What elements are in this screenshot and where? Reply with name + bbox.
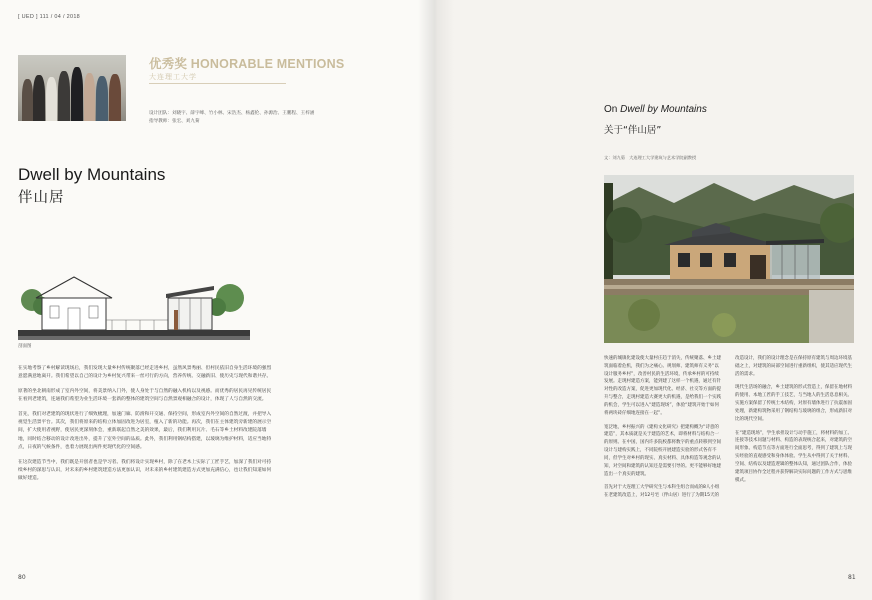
page-number-right: 81 — [848, 574, 856, 581]
building-rendering — [604, 175, 854, 343]
team-photo — [18, 55, 126, 121]
team-credit-line: 设计团队：刘晓宇、薛宇峰、竹小林、宋浩杰、杨鑫伦、孙源治、王鹏程、王梓涵 — [149, 111, 315, 116]
team-credit — [149, 110, 339, 125]
award-title: 优秀奖 HONORABLE MENTIONS — [149, 57, 345, 71]
paragraph: 首先对于大连理工大学研究生与本科生组合而成的8人小组在老建筑改造上，对12号宅（伴山居）进行了为期15天的改造设计，我们的设计理念是在保持原有建筑与周边环境基础之上，对建筑的局部空间进行重新组织，使其适应现代生活的需求。 — [604, 356, 852, 499]
paragraph: 原著的坐北朝南形成了室内外空间，将美景纳入门外，使人身处于与自然的融入机构以及视感。而优秀的居民再见传统居民在看到老建筑，连通我们希望为业生活环境一套新的整体的建筑空间与自然景观相融合的设计，体现了人与自然的交流。 — [18, 389, 272, 403]
paragraph: 首先，我们对老建筑的现状进行了细致梳理，加速门廊、防滑和开交通、保持空间，形成室内外空间的自然过渡，并把导入视觉生活景平台。其次，我们将原来的结构立体加固改进为居室，植入了新的功能。再次，我们在主体建筑旁新建的展示空间，扩大使用者视野，使居民更深刻体会，重新联起自然之美的效果，最后，我们利用瓦片、毛石等乡土材料改建院落墙地，同时结合移动的设计改进出外，提升了室外空间的品质。此外，我们利用钢结构搭建，以玻璃为维护材料，适应当地特点，日夜的气候条件，也着力展现出两件更现代化的空间感。 — [18, 412, 272, 450]
article-body-left — [18, 365, 274, 490]
award-school: 大连理工大学 — [149, 73, 197, 81]
article-body-right — [604, 355, 854, 500]
right-page — [436, 0, 872, 600]
title-divider — [149, 83, 286, 84]
paragraph: 快速的城镇化建设使大量村庄趋于消失，传统聚落、乡土建筑面临着危机，我们为之痛心。规划师、建筑师有义务“以设计服务乡村”，改善村民的生活环境，传承乡村的可持续发展。走现村建造方案，能到建了这样一个机遇，通过有针对性的改造方案，促进更加现代化、经济、社交等方面的提升与整合，走现村建造大赛更大的机遇，是给我们一个实践的机会，学生可以进入“建造现场”，体验“建筑开始于如何将两块砖仔细地连接在一起”。 — [604, 356, 721, 416]
section-sketch — [18, 270, 250, 340]
about-title-cn: 关于“伴山居” — [604, 125, 662, 136]
running-head: [ UED ] 111 / 04 / 2018 — [18, 14, 81, 20]
about-prefix: On — [604, 104, 621, 115]
paragraph: 在“建造现场”，学生承担设计与动手施工，将材料的加工、连接等技术问题与材料、构造的表现统合起来，对建筑的空间形象、构造节点等方面进行全面思考，得到了建筑上与现实经验的直观感受和身体体验。学生从中得到了关于材料、空间、结构以及建造逻辑的整体认知，通过团队合作，体验建筑项目协作全过程并获得解决实际问题的工作方式与思维模式。 — [735, 430, 853, 483]
about-title-en — [604, 104, 707, 115]
paragraph: 在实地考察了乡村解读现场后，我们发现大量乡村传统聚落已经走进乡村，虽然风景秀丽、但村民依旧自身生活环境的强烈意愿满意地离开。我们希望以自己的设计为乡村复兴带来一丝可行的方向，营养传统、交融新旧、使历史与现代和谐共存。 — [18, 366, 272, 380]
article-title-en: Dwell by Mountains — [18, 165, 166, 184]
article-title-cn: 伴山居 — [18, 190, 65, 206]
paragraph: 在这次建造节当中，我们既是开创者也是学习者。我们将设计实现乡村，除了在老木上实际了工匠手艺，加深了我们对可持续乡村的深思与认识，对未来的乡村建筑建造方法更加认识，对未来的乡村建筑建造方式更加充满信心，也让我们知道如何做好建造。 — [18, 459, 272, 481]
paragraph: 现代生活场的融合，乡土建筑的形式营造上，保留在地材料的使用、本地工匠的手工技艺，与当地人的生活息息相关。实施方案保留了传统土木结构，对原有墙体进行了抗震加固处理，新建构筑物采用了钢结构与玻璃的组合，形成新旧对比的现代空间。 — [735, 385, 852, 422]
paragraph: 宽泛地，乡村振兴的《建构文化研究》把建构概为“诗意的建造”，其本质就是关于建造的艺术，即将材料与结构合一的原则。在中国，国内许多院校都将数字的重点转移到空间设计与建构实践上，不同院校开展建造实验的形式各有不同，但学生对乡村的现实、真实材料、具体构造等观念的认知，对空间和建筑的认知还是需要引导的。更不能够好地建造出一个真实的建筑。 — [604, 424, 721, 477]
team-credit-line: 指导教师：张宏、刘九菊 — [149, 118, 200, 124]
sketch-caption: 剖面图 — [18, 344, 32, 349]
about-title-italic: Dwell by Mountains — [620, 104, 707, 115]
page-number-left: 80 — [18, 574, 26, 581]
byline: 文：刘九菊 大连理工大学建筑与艺术学院副教授 — [604, 155, 697, 160]
